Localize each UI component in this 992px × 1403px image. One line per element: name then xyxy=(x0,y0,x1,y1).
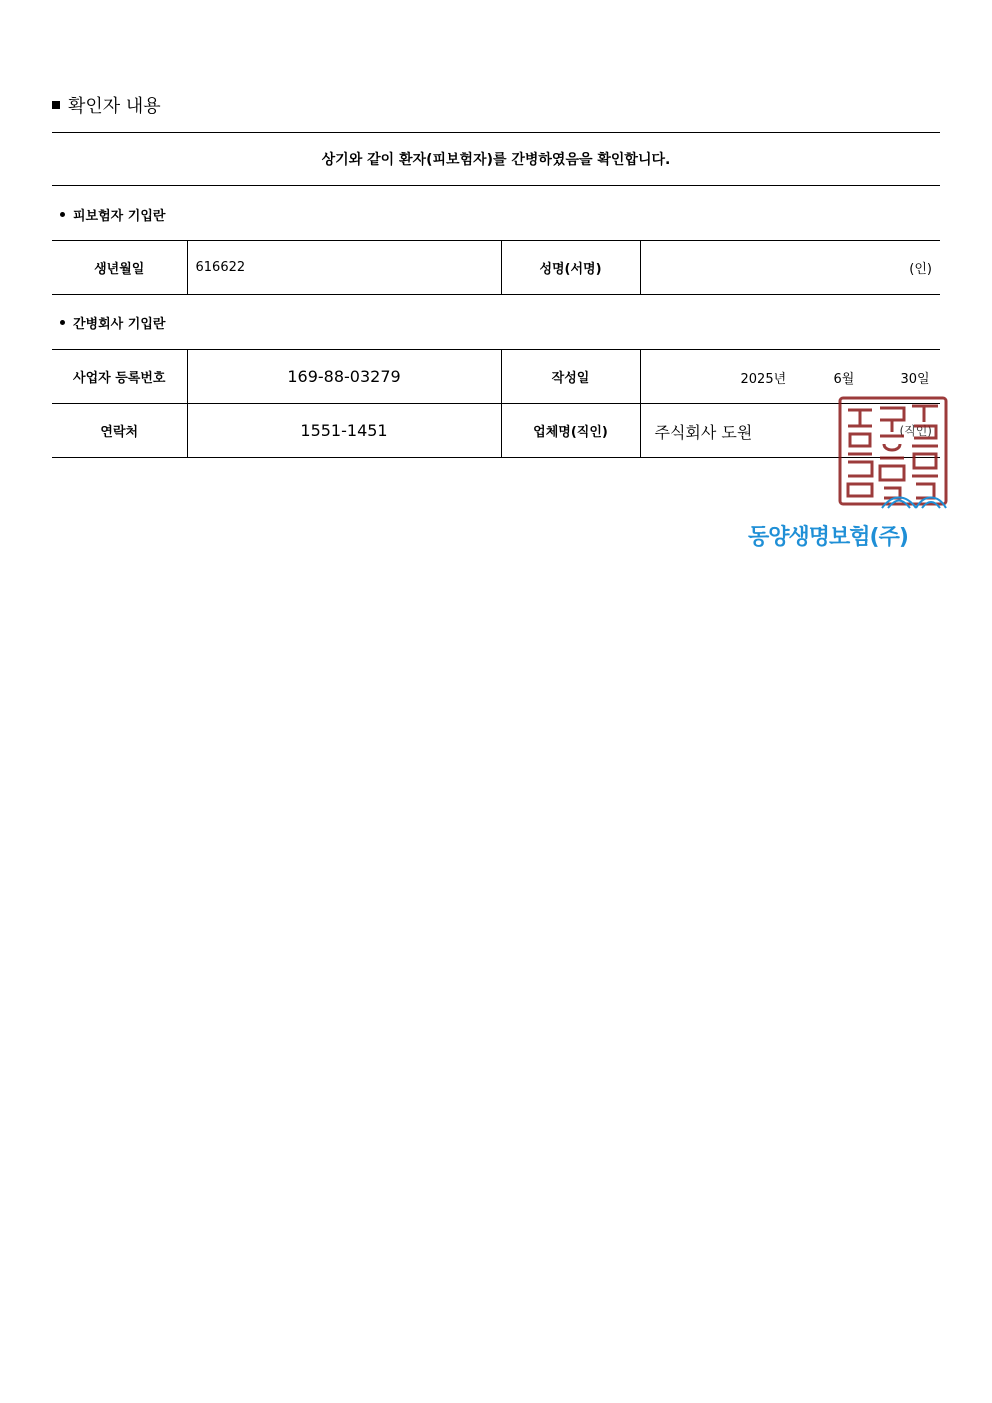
date-day: 30일 xyxy=(900,372,930,387)
insured-heading-text: 피보험자 기입란 xyxy=(73,209,166,224)
caregiver-table xyxy=(52,349,940,458)
company-sign: (직인) xyxy=(899,424,932,438)
confirmation-statement: 상기와 같이 환자(피보험자)를 간병하였음을 확인합니다. xyxy=(52,132,940,186)
caregiver-heading-text: 간병회사 기입란 xyxy=(73,317,166,332)
dot-bullet-icon xyxy=(60,320,65,325)
company-name: 주식회사 도원 xyxy=(654,423,753,442)
reg-label: 사업자 등록번호 xyxy=(52,350,187,404)
dot-bullet-icon xyxy=(60,212,65,217)
brand-logo-text: 동양생명보험(주) xyxy=(748,525,908,550)
table-row xyxy=(52,241,940,295)
contact-value: 1551-1451 xyxy=(187,404,501,458)
section-title-text: 확인자 내용 xyxy=(68,96,161,117)
company-label: 업체명(직인) xyxy=(501,404,640,458)
date-year: 2025년 xyxy=(740,372,787,387)
birth-value: 616622 xyxy=(187,241,501,295)
date-month: 6월 xyxy=(833,372,855,387)
caregiver-heading xyxy=(60,313,165,332)
insured-table xyxy=(52,240,940,295)
name-label: 성명(서명) xyxy=(501,241,640,295)
table-row xyxy=(52,350,940,404)
seal-mark: (인) xyxy=(640,241,940,295)
date-label: 작성일 xyxy=(501,350,640,404)
square-bullet-icon xyxy=(52,101,60,109)
reg-value: 169-88-03279 xyxy=(187,350,501,404)
section-title xyxy=(52,92,161,118)
company-seal-stamp xyxy=(838,396,948,510)
insured-heading xyxy=(60,205,165,224)
birth-label: 생년월일 xyxy=(52,241,187,295)
contact-label: 연락처 xyxy=(52,404,187,458)
table-row xyxy=(52,404,940,458)
